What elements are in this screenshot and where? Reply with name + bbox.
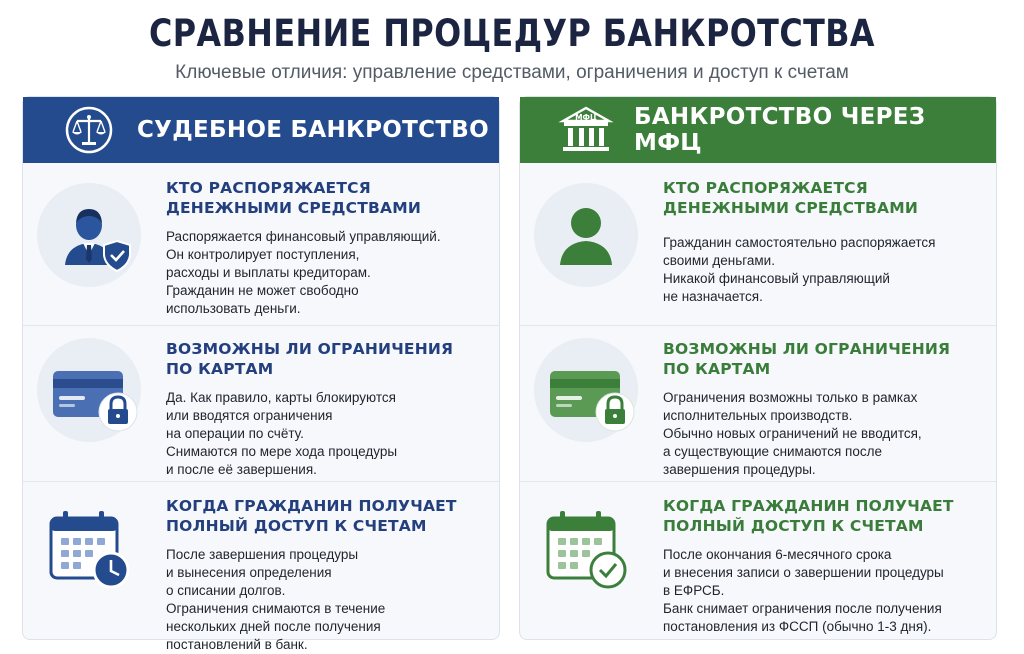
page-subtitle: Ключевые отличия: управление средствами, ограничения и доступ к счетам (175, 62, 849, 83)
court-bankruptcy-panel (22, 96, 500, 652)
section-body: После окончания 6-месячного срока и внесения записи о завершении процедуры в ЕФРСБ. Банк снимает ограничения после получения постановления из ФССП (обычно 1-3 дня). (663, 547, 944, 634)
section-title: КОГДА ГРАЖДАНИН ПОЛУЧАЕТ ПОЛНЫЙ ДОСТУП К СЧЕТАМ (663, 497, 954, 535)
panel-header (23, 97, 499, 163)
section-body: Распоряжается финансовый управляющий. Он контролирует поступления, расходы и выплаты кредиторам. Гражданин не может свободно использовать деньги. (166, 229, 441, 316)
section-money-control (23, 163, 499, 325)
section-card-restrictions (520, 325, 996, 481)
panel-header (520, 97, 996, 163)
citizen-icon (534, 183, 638, 287)
scales-icon (63, 104, 115, 156)
section-money-control (520, 163, 996, 325)
mfc-bankruptcy-panel (519, 96, 997, 640)
locked-card-icon (534, 338, 638, 442)
section-title: КТО РАСПОРЯЖАЕТСЯ ДЕНЕЖНЫМИ СРЕДСТВАМИ (663, 179, 919, 217)
section-body: После завершения процедуры и вынесения определения о списании долгов. Ограничения снимаются в течение нескольких дней после получения постановлений в банк. (166, 547, 386, 652)
mfc-label: МФЦ (575, 113, 597, 122)
locked-card-icon (37, 338, 141, 442)
section-title: КТО РАСПОРЯЖАЕТСЯ ДЕНЕЖНЫМИ СРЕДСТВАМИ (166, 179, 422, 217)
section-title: ВОЗМОЖНЫ ЛИ ОГРАНИЧЕНИЯ ПО КАРТАМ (166, 340, 454, 378)
panel-title: СУДЕБНОЕ БАНКРОТСТВО (137, 117, 489, 143)
calendar-clock-icon (37, 496, 141, 600)
section-title: ВОЗМОЖНЫ ЛИ ОГРАНИЧЕНИЯ ПО КАРТАМ (663, 340, 951, 378)
calendar-check-icon (534, 496, 638, 600)
section-body: Ограничения возможны только в рамках исполнительных производств. Обычно новых ограничений не вводится, а существующие снимаются после завершения процедуры. (663, 390, 922, 477)
panel-title: БАНКРОТСТВО ЧЕРЕЗ МФЦ (634, 104, 926, 156)
page-title: СРАВНЕНИЕ ПРОЦЕДУР БАНКРОТСТВА (149, 12, 875, 55)
section-body: Гражданин самостоятельно распоряжается своими деньгами. Никакой финансовый управляющий не назначается. (663, 235, 936, 304)
section-card-restrictions (23, 325, 499, 481)
mfc-building-icon (560, 104, 612, 156)
section-title: КОГДА ГРАЖДАНИН ПОЛУЧАЕТ ПОЛНЫЙ ДОСТУП К СЧЕТАМ (166, 497, 457, 535)
section-account-access (520, 481, 996, 641)
section-account-access (23, 481, 499, 652)
section-body: Да. Как правило, карты блокируются или вводятся ограничения на операции по счёту. Снимаются по мере хода процедуры и после её завершения. (166, 390, 398, 477)
manager-icon (37, 183, 141, 287)
